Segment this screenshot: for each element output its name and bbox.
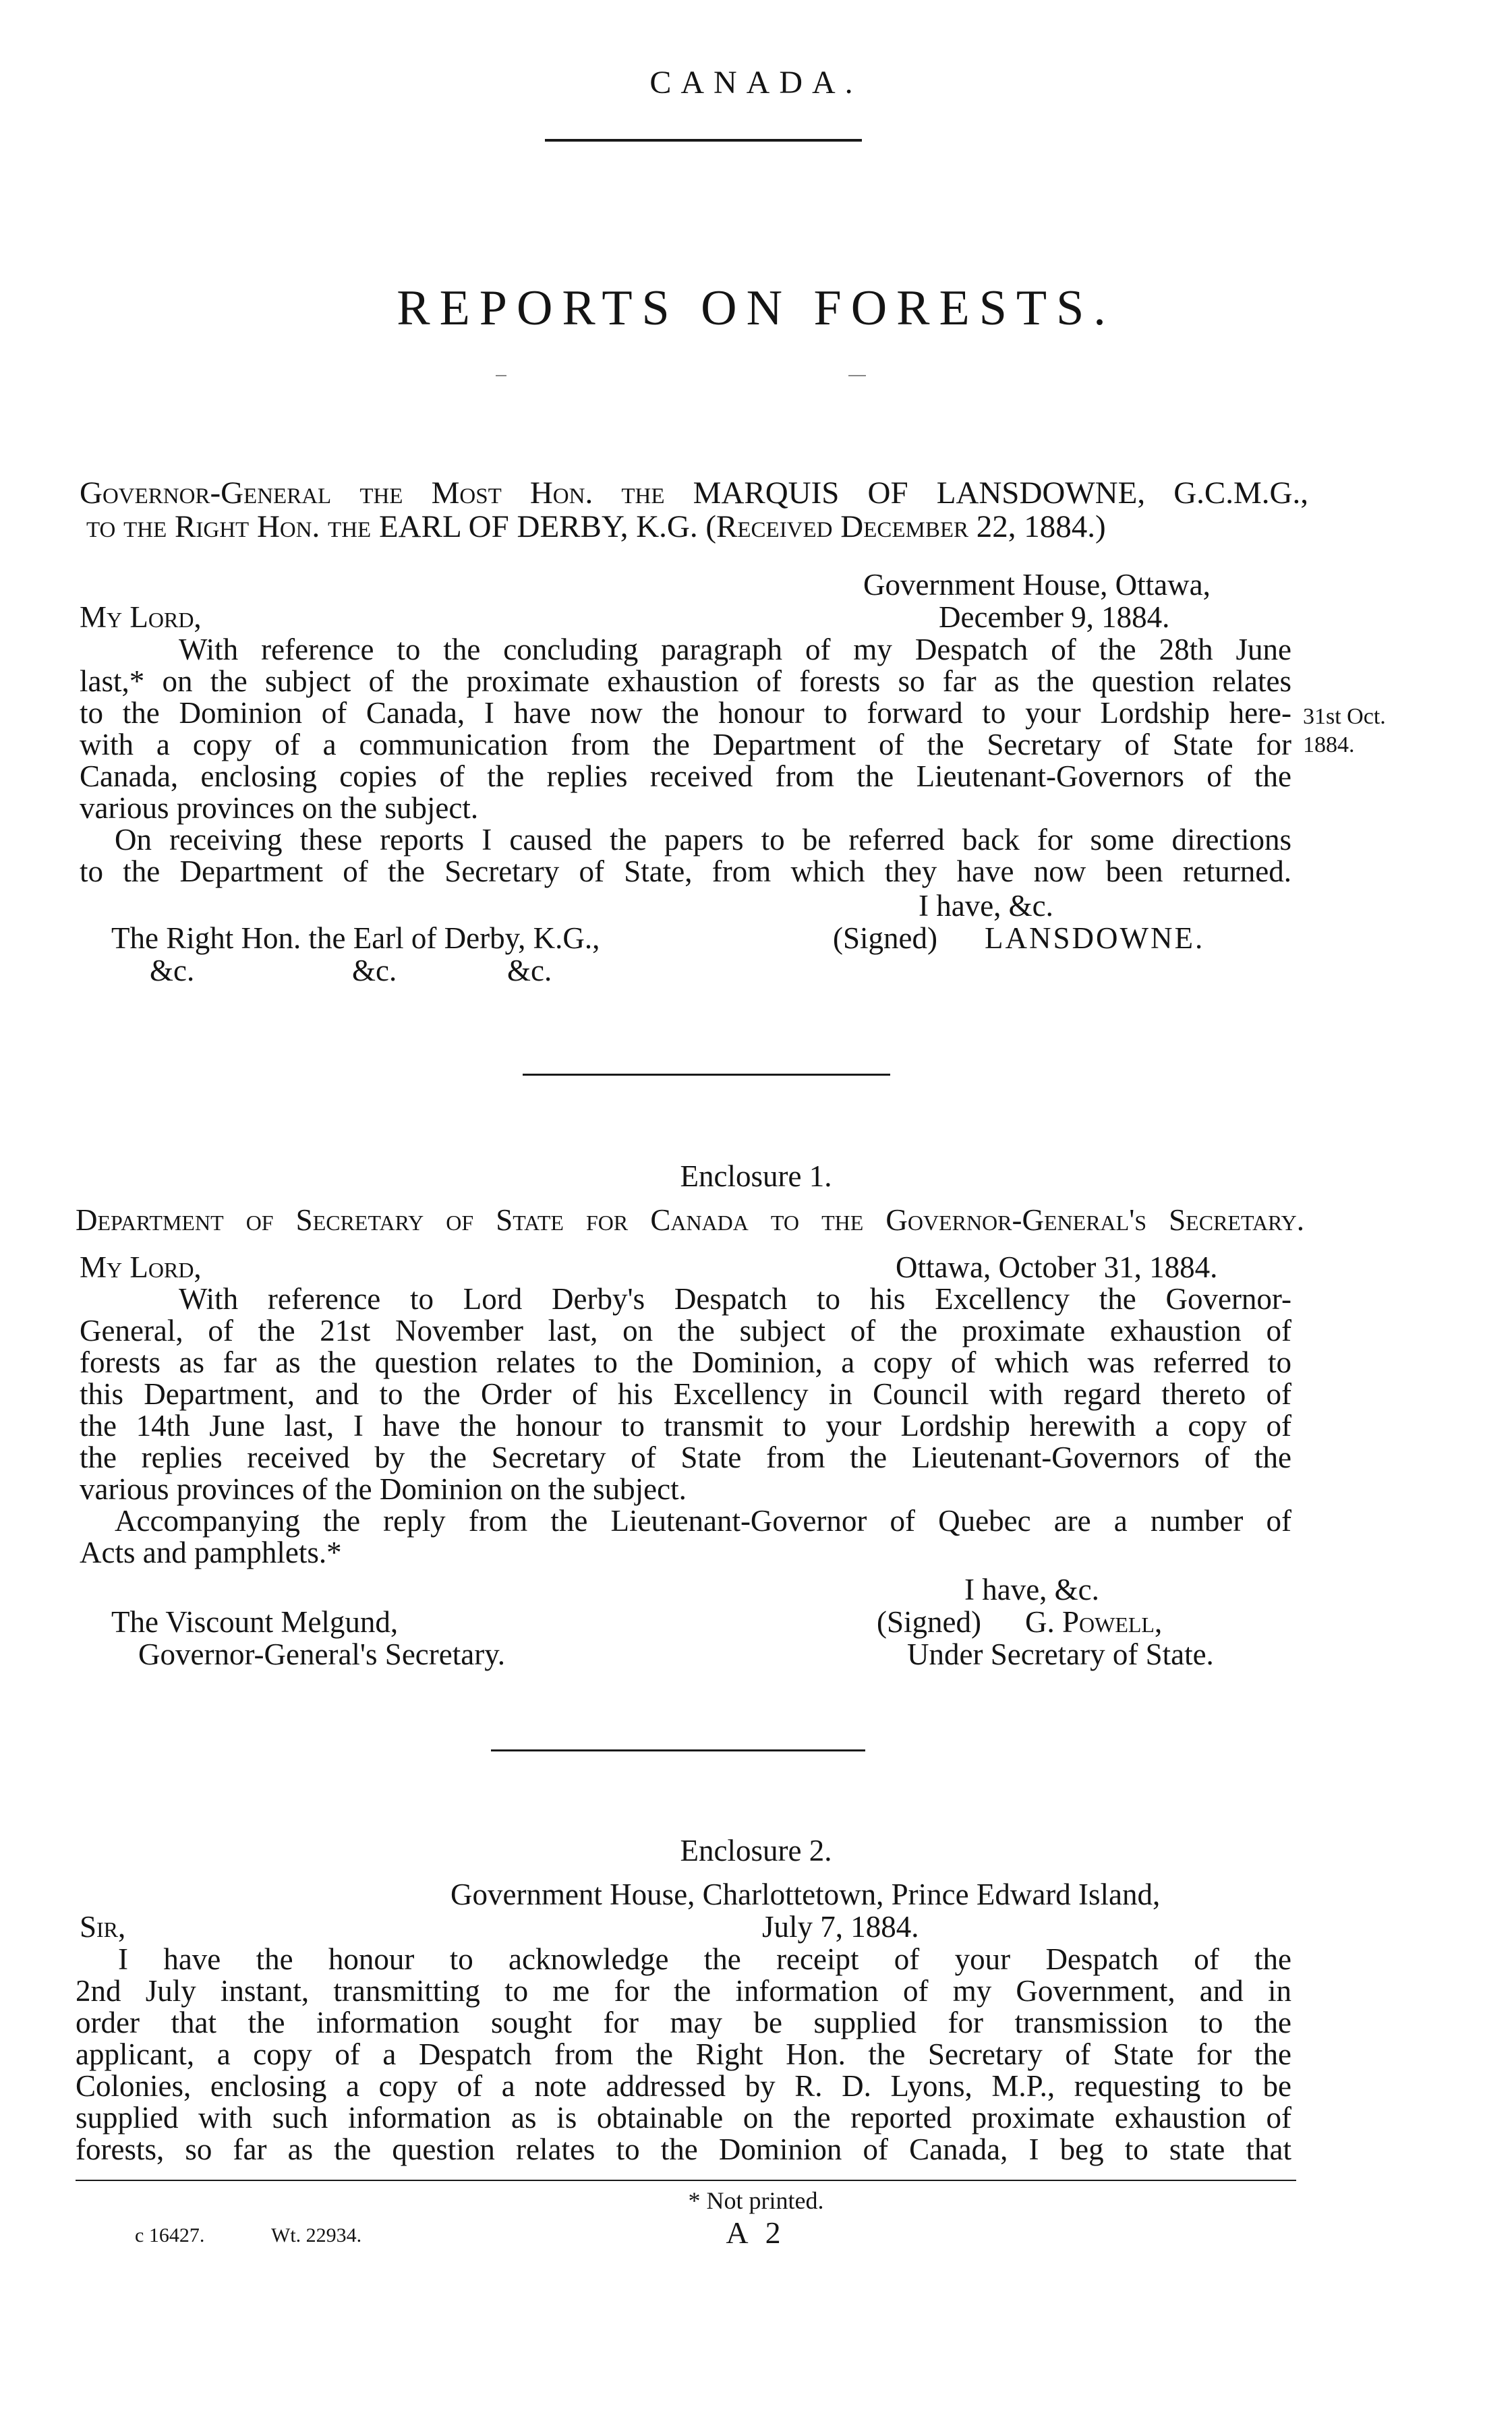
despatch-body-line: with a copy of a communication from the Department of the Secretary of State for <box>80 728 1291 761</box>
despatch-salutation: My Lord, <box>80 600 202 634</box>
despatch-etc: &c. <box>150 954 195 987</box>
despatch-signer: LANSDOWNE. <box>985 921 1205 955</box>
enclosure2-body-line: Colonies, enclosing a copy of a note addressed by R. D. Lyons, M.P., requesting to be <box>76 2069 1291 2103</box>
enclosure1-addressee-line2: Governor-General's Secretary. <box>138 1637 506 1671</box>
footnote: * Not printed. <box>688 2187 824 2214</box>
despatch-date: December 9, 1884. <box>939 600 1170 634</box>
despatch-body-line: Canada, enclosing copies of the replies received from the Lieutenant-Governors of the <box>80 759 1291 793</box>
header-rule <box>545 139 862 142</box>
title-ornament-right <box>848 375 866 376</box>
enclosure2-body-line: supplied with such information as is obtainable on the reported proximate exhaustion of <box>76 2101 1291 2135</box>
page-title: REPORTS ON FORESTS. <box>397 281 1115 336</box>
enclosure1-body-line: forests as far as the question relates to the Dominion, a copy of which was referred to <box>80 1345 1291 1379</box>
enclosure1-signer-title: Under Secretary of State. <box>907 1637 1214 1671</box>
enclosure2-body-line: I have the honour to acknowledge the receipt of your Despatch of the <box>118 1942 1291 1976</box>
despatch-body-line: last,* on the subject of the proximate exhaustion of forests so far as the question relates <box>80 664 1291 698</box>
section-divider <box>523 1074 890 1076</box>
enclosure2-body-line: 2nd July instant, transmitting to me for the information of my Government, and in <box>76 1974 1291 2008</box>
despatch-heading-line1: Governor-General the Most Hon. the MARQUIS OF LANSDOWNE, G.C.M.G., <box>80 475 1308 511</box>
despatch-signed: (Signed) <box>833 921 937 955</box>
enclosure2-salutation: Sir, <box>80 1910 126 1944</box>
despatch-body-line: to the Dominion of Canada, I have now the honour to forward to your Lordship here- <box>80 696 1291 730</box>
section-divider <box>491 1749 865 1751</box>
print-weight: Wt. 22934. <box>271 2224 362 2246</box>
enclosure1-body-line: the replies received by the Secretary of State from the Lieutenant-Governors of the <box>80 1441 1291 1474</box>
despatch-body-line: On receiving these reports I caused the papers to be referred back for some directions <box>115 823 1291 857</box>
enclosure2-address: Government House, Charlottetown, Prince Edward Island, <box>450 1878 1161 1911</box>
enclosure1-body-line: With reference to Lord Derby's Despatch to his Excellency the Governor- <box>179 1282 1291 1316</box>
margin-note-date: 31st Oct. <box>1303 704 1386 729</box>
enclosure1-body-line: the 14th June last, I have the honour to transmit to your Lordship herewith a copy of <box>80 1409 1291 1443</box>
enclosure2-title: Enclosure 2. <box>680 1834 832 1867</box>
enclosure1-body-line: various provinces of the Dominion on the subject. <box>80 1472 687 1506</box>
despatch-address: Government House, Ottawa, <box>863 568 1211 602</box>
enclosure1-body-line: this Department, and to the Order of his Excellency in Council with regard thereto of <box>80 1377 1291 1411</box>
despatch-heading-line2: to the Right Hon. the EARL OF DERBY, K.G. (Received December 22, 1884.) <box>86 509 1106 544</box>
enclosure1-addressee-line1: The Viscount Melgund, <box>111 1605 399 1639</box>
enclosure1-salutation: My Lord, <box>80 1250 202 1284</box>
signature-mark: A 2 <box>726 2215 786 2250</box>
enclosure1-signed: (Signed) <box>877 1605 981 1639</box>
enclosure1-signer: G. Powell, <box>1025 1605 1163 1639</box>
country-heading: CANADA. <box>649 65 863 100</box>
enclosure1-body-line: Accompanying the reply from the Lieutenant-Governor of Quebec are a number of <box>115 1504 1291 1538</box>
footnote-rule <box>76 2180 1296 2181</box>
enclosure2-date: July 7, 1884. <box>762 1910 919 1944</box>
despatch-etc: &c. <box>352 954 397 987</box>
title-ornament-left <box>496 375 506 376</box>
enclosure1-closing: I have, &c. <box>964 1573 1099 1606</box>
despatch-body-line: With reference to the concluding paragraph of my Despatch of the 28th June <box>179 633 1291 666</box>
enclosure2-body-line: order that the information sought for may be supplied for transmission to the <box>76 2006 1291 2039</box>
despatch-body-line: to the Department of the Secretary of State, from which they have now been returned. <box>80 854 1291 888</box>
enclosure1-body-line: Acts and pamphlets.* <box>80 1536 342 1569</box>
enclosure2-body-line: applicant, a copy of a Despatch from the Right Hon. the Secretary of State for the <box>76 2037 1291 2071</box>
despatch-addressee: The Right Hon. the Earl of Derby, K.G., <box>111 921 600 955</box>
despatch-body-line: various provinces on the subject. <box>80 791 479 825</box>
enclosure2-body-line: forests, so far as the question relates to the Dominion of Canada, I beg to state that <box>76 2132 1291 2166</box>
enclosure1-body-line: General, of the 21st November last, on the subject of the proximate exhaustion of <box>80 1314 1291 1347</box>
print-code: c 16427. <box>135 2224 205 2246</box>
enclosure1-title: Enclosure 1. <box>680 1159 832 1193</box>
margin-note-year: 1884. <box>1303 732 1355 757</box>
despatch-closing: I have, &c. <box>919 889 1053 923</box>
enclosure1-place-date: Ottawa, October 31, 1884. <box>896 1250 1218 1284</box>
despatch-etc: &c. <box>507 954 552 987</box>
enclosure1-heading: Department of Secretary of State for Canada to the Governor-General's Secretary. <box>76 1203 1304 1237</box>
